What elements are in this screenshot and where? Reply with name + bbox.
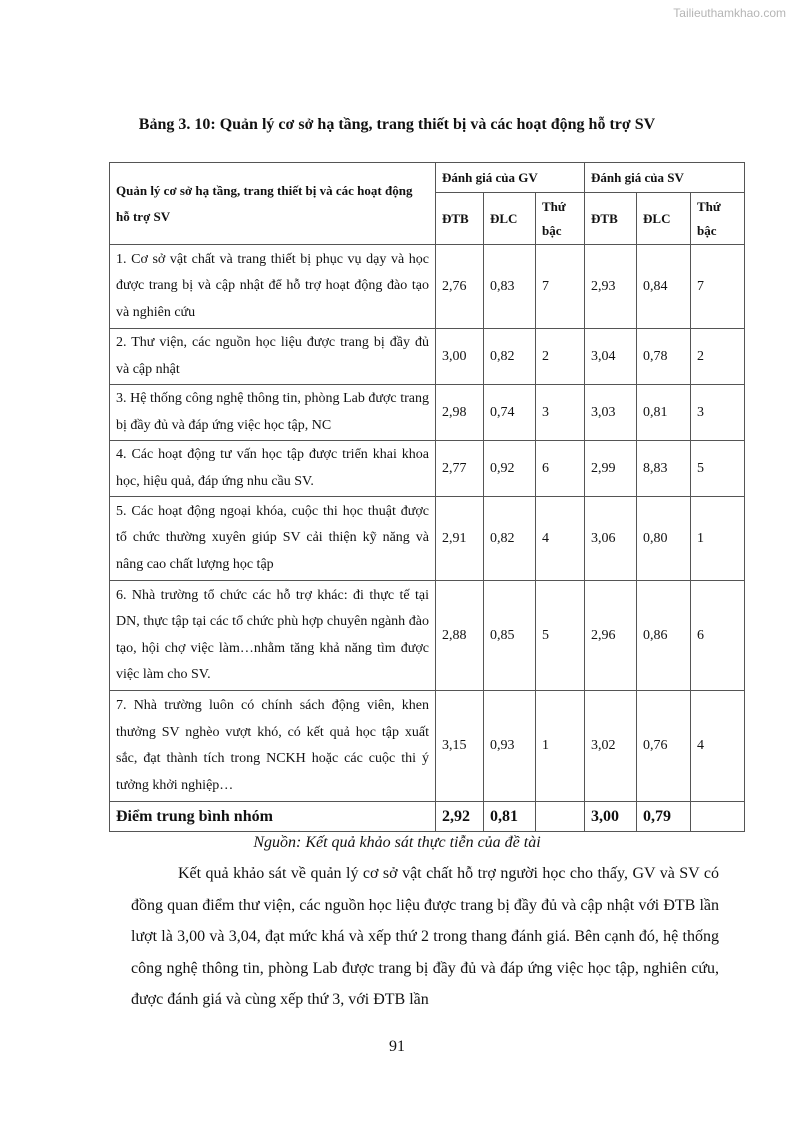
- average-gv-dtb: 2,92: [436, 802, 484, 832]
- cell-gv-dlc: 0,82: [484, 329, 536, 385]
- header-sv-rank: Thứ bậc: [691, 193, 745, 245]
- cell-gv-dtb: 2,91: [436, 497, 484, 581]
- cell-sv-rank: 1: [691, 497, 745, 581]
- table-caption: Bảng 3. 10: Quản lý cơ sở hạ tầng, trang thiết bị và các hoạt động hỗ trợ SV: [138, 116, 656, 133]
- table-source: Nguồn: Kết quả khảo sát thực tiễn của đề tài: [253, 834, 541, 851]
- cell-gv-dtb: 3,15: [436, 691, 484, 802]
- header-gv-dlc: ĐLC: [484, 193, 536, 245]
- table-row: [110, 497, 745, 581]
- cell-sv-dlc: 0,86: [637, 581, 691, 691]
- cell-sv-dtb: 2,96: [585, 581, 637, 691]
- table-row: [110, 245, 745, 329]
- cell-sv-dlc: 0,81: [637, 385, 691, 441]
- cell-gv-dtb: 2,98: [436, 385, 484, 441]
- average-sv-dlc: 0,79: [637, 802, 691, 832]
- cell-sv-dlc: 0,80: [637, 497, 691, 581]
- row-criteria: 6. Nhà trường tổ chức các hỗ trợ khác: đi thực tế tại DN, thực tập tại các tổ chức phù hợp chuyên ngành đào tạo, hội chợ việc làm…nhằm tăng khả năng tìm được việc làm cho SV.: [110, 581, 436, 691]
- row-criteria: 7. Nhà trường luôn có chính sách động viên, khen thưởng SV nghèo vượt khó, có kết quả học tập xuất sắc, đạt thành tích trong NCKH hoặc các cuộc thi ý tưởng khởi nghiệp…: [110, 691, 436, 802]
- row-criteria: 5. Các hoạt động ngoại khóa, cuộc thi học thuật được tổ chức thường xuyên giúp SV cải thiện kỹ năng và nâng cao chất lượng học tập: [110, 497, 436, 581]
- average-gv-rank: [536, 802, 585, 832]
- cell-gv-rank: 1: [536, 691, 585, 802]
- cell-sv-dlc: 8,83: [637, 441, 691, 497]
- cell-gv-dtb: 2,76: [436, 245, 484, 329]
- cell-gv-dtb: 2,77: [436, 441, 484, 497]
- average-sv-rank: [691, 802, 745, 832]
- header-criteria: Quản lý cơ sở hạ tầng, trang thiết bị và các hoạt động hỗ trợ SV: [110, 163, 436, 245]
- header-row-groups: [110, 163, 745, 193]
- cell-sv-dtb: 3,06: [585, 497, 637, 581]
- average-label: Điểm trung bình nhóm: [110, 802, 436, 832]
- table-row: [110, 441, 745, 497]
- watermark: Tailieuthamkhao.com: [673, 6, 786, 20]
- cell-sv-dtb: 2,93: [585, 245, 637, 329]
- cell-gv-rank: 6: [536, 441, 585, 497]
- average-sv-dtb: 3,00: [585, 802, 637, 832]
- header-gv-rank: Thứ bậc: [536, 193, 585, 245]
- cell-sv-dlc: 0,84: [637, 245, 691, 329]
- cell-sv-dtb: 3,03: [585, 385, 637, 441]
- average-gv-dlc: 0,81: [484, 802, 536, 832]
- cell-gv-rank: 7: [536, 245, 585, 329]
- table-row: [110, 691, 745, 802]
- cell-sv-dtb: 3,02: [585, 691, 637, 802]
- cell-gv-dtb: 2,88: [436, 581, 484, 691]
- cell-gv-rank: 3: [536, 385, 585, 441]
- body-paragraph: Kết quả khảo sát về quản lý cơ sở vật chất hỗ trợ người học cho thấy, GV và SV có đồng quan điểm thư viện, các nguồn học liệu được trang bị đầy đủ và cập nhật với ĐTB lần lượt là 3,00 và 3,04, đạt mức khá và xếp thứ 2 trong thang đánh giá. Bên cạnh đó, hệ thống công nghệ thông tin, phòng Lab được trang bị đầy đủ và đáp ứng việc học tập, nghiên cứu, được đánh giá và cùng xếp thứ 3, với ĐTB lần: [131, 865, 719, 1008]
- cell-gv-dlc: 0,83: [484, 245, 536, 329]
- row-criteria: 1. Cơ sở vật chất và trang thiết bị phục vụ dạy và học được trang bị và cập nhật để hỗ trợ hoạt động đào tạo và nghiên cứu: [110, 245, 436, 329]
- row-criteria: 4. Các hoạt động tư vấn học tập được triển khai khoa học, hiệu quả, đáp ứng nhu cầu SV.: [110, 441, 436, 497]
- cell-gv-rank: 4: [536, 497, 585, 581]
- cell-sv-dtb: 2,99: [585, 441, 637, 497]
- cell-sv-rank: 7: [691, 245, 745, 329]
- table-row: [110, 329, 745, 385]
- cell-gv-dlc: 0,74: [484, 385, 536, 441]
- header-sv-dlc: ĐLC: [637, 193, 691, 245]
- cell-gv-rank: 5: [536, 581, 585, 691]
- cell-sv-dtb: 3,04: [585, 329, 637, 385]
- support-activities-table: [109, 162, 745, 832]
- header-gv-dtb: ĐTB: [436, 193, 484, 245]
- row-criteria: 2. Thư viện, các nguồn học liệu được trang bị đầy đủ và cập nhật: [110, 329, 436, 385]
- header-sv-group: Đánh giá của SV: [585, 163, 745, 193]
- cell-gv-dlc: 0,82: [484, 497, 536, 581]
- header-gv-group: Đánh giá của GV: [436, 163, 585, 193]
- table-row: [110, 581, 745, 691]
- page-number: 91: [389, 1038, 405, 1055]
- cell-sv-rank: 6: [691, 581, 745, 691]
- header-sv-dtb: ĐTB: [585, 193, 637, 245]
- cell-sv-rank: 4: [691, 691, 745, 802]
- cell-sv-rank: 5: [691, 441, 745, 497]
- table-row: [110, 385, 745, 441]
- cell-sv-rank: 3: [691, 385, 745, 441]
- average-row: [110, 802, 745, 832]
- row-criteria: 3. Hệ thống công nghệ thông tin, phòng Lab được trang bị đầy đủ và đáp ứng việc học tập, NC: [110, 385, 436, 441]
- cell-gv-dlc: 0,85: [484, 581, 536, 691]
- cell-sv-rank: 2: [691, 329, 745, 385]
- cell-gv-rank: 2: [536, 329, 585, 385]
- cell-sv-dlc: 0,76: [637, 691, 691, 802]
- cell-sv-dlc: 0,78: [637, 329, 691, 385]
- cell-gv-dtb: 3,00: [436, 329, 484, 385]
- cell-gv-dlc: 0,92: [484, 441, 536, 497]
- cell-gv-dlc: 0,93: [484, 691, 536, 802]
